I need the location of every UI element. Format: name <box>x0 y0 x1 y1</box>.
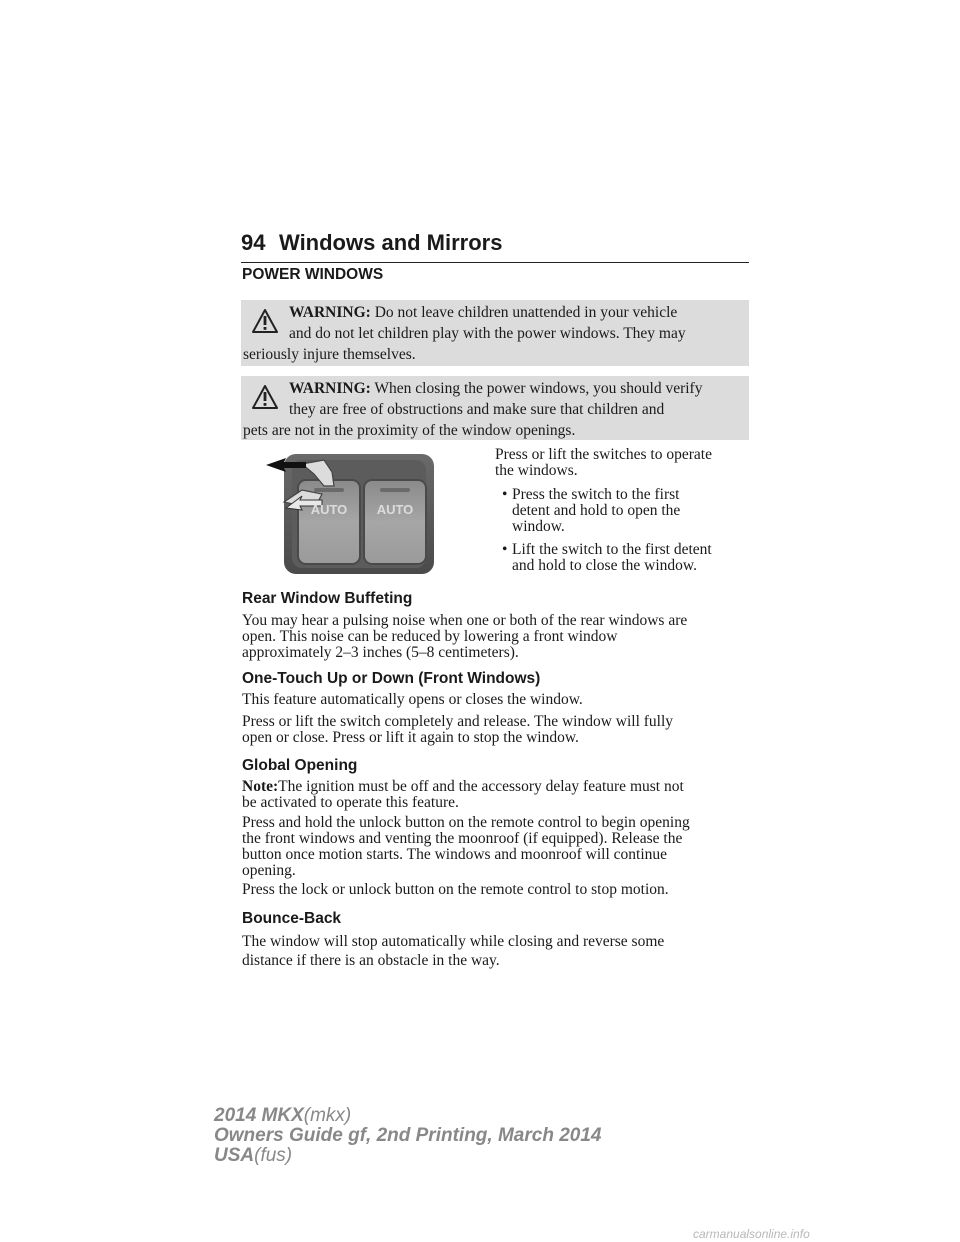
warning-text: When closing the power windows, you should verify <box>374 380 703 397</box>
note-label: Note: <box>242 778 279 795</box>
footer-model-code: (mkx) <box>303 1105 352 1126</box>
page-footer <box>214 1106 601 1166</box>
warning-text: and do not let children play with the power windows. They may <box>289 325 686 342</box>
warning-box <box>241 300 749 366</box>
watermark: carmanualsonline.info <box>693 1227 810 1241</box>
footer-model: 2014 MKX <box>214 1105 304 1126</box>
subsection-title: Rear Window Buffeting <box>242 590 413 607</box>
warning-text: seriously injure themselves. <box>243 346 416 363</box>
switch-label-left: AUTO <box>310 502 348 517</box>
paragraph: Press the lock or unlock button on the remote control to stop motion. <box>242 881 669 898</box>
note-paragraph: Note:The ignition must be off and the accessory delay feature must not be activated to operate this feature. <box>242 778 684 811</box>
footer-market: USA <box>214 1145 255 1166</box>
warning-label: WARNING: <box>289 380 371 397</box>
warning-box <box>241 376 749 440</box>
paragraph: This feature automatically opens or closes the window. <box>242 691 583 708</box>
section-title: POWER WINDOWS <box>242 266 384 283</box>
bullet-symbol: • <box>502 541 508 558</box>
paragraph: The window will stop automatically while closing and reverse some distance if there is an obstacle in the way. <box>242 933 665 969</box>
footer-market-code: (fus) <box>254 1145 293 1166</box>
warning-text: Do not leave children unattended in your vehicle <box>374 304 678 321</box>
subsection-title: Global Opening <box>242 757 358 774</box>
page-number: 94 <box>241 230 266 255</box>
window-switch-illustration <box>262 450 438 578</box>
chapter-title: Windows and Mirrors <box>279 230 503 255</box>
paragraph: Press or lift the switch completely and release. The window will fully open or close. Press or lift it again to stop the window. <box>242 713 674 746</box>
warning-triangle-icon <box>251 308 279 334</box>
bullet-symbol: • <box>502 486 508 503</box>
warning-label: WARNING: <box>289 304 371 321</box>
subsection-title: One-Touch Up or Down (Front Windows) <box>242 670 541 687</box>
switch-label-right: AUTO <box>376 502 414 517</box>
subsection-title: Bounce-Back <box>242 910 342 927</box>
footer-guide: Owners Guide gf, 2nd Printing, March 2014 <box>214 1125 602 1146</box>
page-header <box>241 228 749 263</box>
intro-paragraph: Press or lift the switches to operate the windows. <box>495 446 712 479</box>
warning-text: they are free of obstructions and make sure that children and <box>289 401 665 418</box>
warning-text: pets are not in the proximity of the window openings. <box>243 422 576 439</box>
paragraph: You may hear a pulsing noise when one or both of the rear windows are open. This noise can be reduced by lowering a front window approximately 2–3 inches (5–8 centimeters). <box>242 612 688 661</box>
warning-triangle-icon <box>251 384 279 410</box>
paragraph: Press and hold the unlock button on the remote control to begin opening the front windows and venting the moonroof (if equipped). Release the button once motion starts. The windows and moonroof will continue opening. <box>242 814 690 879</box>
